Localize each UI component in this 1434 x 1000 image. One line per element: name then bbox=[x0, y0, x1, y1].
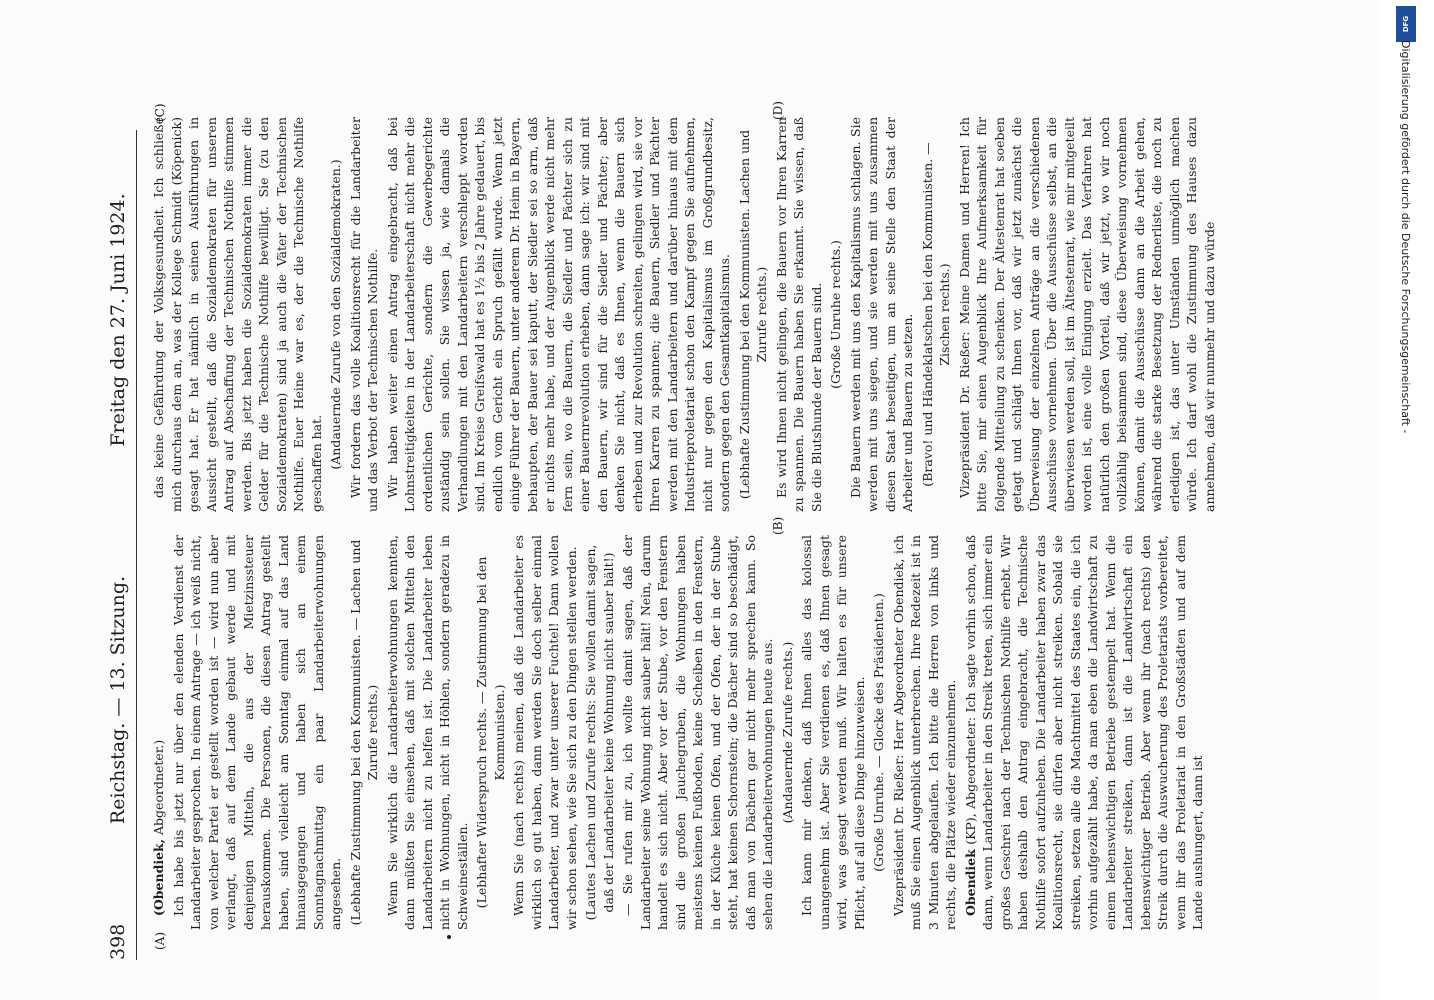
paragraph-text: Wir fordern das volle Koalitionsrecht für die Landarbeiter und das Verbot der Technischen Nothilfe. bbox=[347, 117, 380, 512]
paragraph-text: (Lebhafte Zustimmung bei den Kommunisten. — Lachen und Zurufe rechts.) bbox=[347, 539, 380, 926]
scan-speck bbox=[447, 935, 451, 939]
paragraph bbox=[798, 535, 868, 930]
paragraph-text: Wir haben weiter einen Antrag eingebracht, daß bei Lohnstreitigkeiten in der Landarbeiterschaft nicht mehr die ordentlichen Gerichte, sondern die Gewerbegerichte zuständig sein sollen. Sie wissen ja, wie damals die Verhandlungen mit den Landarbeitern verschleppt worden sind. Im Kreise Greifswald hat es 1½ bis 2 Jahre gedauert, bis endlich vom Gericht ein Spruch gefällt wurde. Wenn jetzt einige Führer der Bauern, unter anderem Dr. Heim in Bayern, behaupten, der Bauer sei kaputt, der Siedler sei so arm, daß er nichts mehr habe, und der Augenblick werde nicht mehr fern sein, wo die Bauern, die Siedler und Pächter sich zu einer Bauernrevolution erheben, dann sage ich: wir sind mit den Bauern, wir sind für die Siedler und Pächter; aber denken Sie nicht, daß es Ihnen, wenn die Bauern sich erheben und zur Revolution schreiten, gelingen wird, sie vor Ihren Karren zu spannen; die Bauern, Siedler und Pächter werden mit den Landarbeitern und darüber hinaus mit dem Industrieproletariat schon den Kampf gegen Sie aufnehmen, nicht nur gegen den Kapitalismus im Großgrundbesitz, sondern gegen den Gesamtkapitalismus. bbox=[384, 117, 732, 512]
header-rule bbox=[136, 130, 137, 960]
dfg-logo bbox=[1396, 6, 1416, 42]
paragraph-text: das keine Gefährdung der Volksgesundheit. Ich schließe mich durchaus dem an, was der Kollege Schmidt (Köpenick) gesagt hat. Er hat nämlich in seinen Ausführungen in Aussicht gestellt, daß die Sozialdemokraten für unseren Antrag auf Abschaffung der Technischen Nothilfe stimmen werden. Bis jetzt haben die Sozialdemokraten immer die Gelder für die Technische Nothilfe bewilligt. Sie (zu den Sozialdemokraten) sind ja auch die Väter der Technischen Nothilfe. Euer Heine war es, der die Technische Nothilfe geschaffen hat. bbox=[151, 117, 324, 512]
funding-credit: Digitalisierung gefördert durch die Deutsche Forschungsgemeinschaft - bbox=[1399, 40, 1412, 434]
printed-page bbox=[90, 100, 1390, 1000]
stage-direction bbox=[327, 117, 345, 512]
paragraph-text: Wenn Sie wirklich die Landarbeiterwohnungen kennten, dann müßten Sie einsehen, daß mit solchen Mitteln den Landarbeitern nicht zu helfen ist. Die Landarbeiter leben nicht in Wohnungen, nicht in Höhlen, sondern geradezu in Schweineställen. bbox=[384, 535, 470, 930]
paragraph bbox=[150, 535, 168, 930]
margin-mark-c: (C) bbox=[153, 103, 167, 122]
speaker-name: (Obendiek, bbox=[151, 838, 166, 916]
paragraph-text: (Andauernde Zurufe von den Sozialdemokraten.) bbox=[328, 159, 343, 470]
paragraph bbox=[170, 535, 345, 930]
paragraph-text: (Große Unruhe. — Glocke des Präsidenten.) bbox=[871, 593, 886, 872]
paragraph bbox=[956, 117, 1219, 512]
stage-direction bbox=[347, 535, 382, 930]
stage-direction bbox=[473, 535, 508, 930]
dfg-logo-text: DFG bbox=[1402, 15, 1410, 33]
paragraph bbox=[847, 117, 917, 512]
paragraph bbox=[890, 535, 960, 930]
page-header bbox=[107, 130, 136, 960]
running-head-right: Freitag den 27. Juni 1924. bbox=[107, 193, 129, 447]
paragraph-text: (Bravo! und Händeklatschen bei den Kommunisten. — Zischen rechts.) bbox=[919, 142, 952, 487]
paragraph-text: Abgeordneter.) bbox=[151, 739, 166, 839]
paragraph-text: (Andauernde Zurufe rechts.) bbox=[779, 641, 795, 824]
paragraph bbox=[384, 535, 472, 930]
paragraph bbox=[150, 117, 325, 512]
paragraph-text: Wenn Sie (nach rechts) meinen, daß die Landarbeiter es wirklich so gut haben, dann werden Sie doch selber einmal Landarbeiter, und zwar unter unserer Fuchtel! Dann wollen wir schon sehen, wie Sie sich zu den Dingen stellen werden. bbox=[511, 535, 579, 930]
paragraph bbox=[962, 535, 1207, 930]
text-column-left bbox=[150, 535, 1350, 930]
paragraph-text: Vizepräsident Dr. Rießer: Meine Damen und Herren! Ich bitte Sie, mir einen Augenblick Ihre Aufmerksamkeit für folgende Mitteilung zu schenken. Der Ältestenrat hat soeben getagt und schlägt Ihnen vor, daß wir jetzt zunächst die Überweisung der einzelnen Anträge an die verschiedenen Ausschüsse vornehmen. Über die Ausschüsse selbst, an die überwiesen werden soll, ist im Ältestenrat, wie mir mitgeteilt worden ist, eine volle Einigung erzielt. Das Verfahren hat natürlich den großen Vorteil, daß wir jetzt, wo wir noch vollzählig beisammen sind, diese Überweisung vornehmen können, damit die Ausschüsse dann an die Arbeit gehen, während die starke Besetzung der Rednerliste, die noch zu erledigen ist, das unter Umständen unmöglich machen würde. Ich darf wohl die Zustimmung des Hauses dazu annehmen, daß wir nunmehr und dazu würde bbox=[956, 117, 1217, 512]
margin-mark-a: (A) bbox=[153, 931, 167, 950]
stage-direction bbox=[919, 117, 954, 512]
paragraph-text: Ich kann mir denken, daß Ihnen alles das kolossal unangenehm ist. Aber Sie verdienen es, daß Ihnen gesagt wird, was gesagt werden muß. Wir halten es für unsere Pflicht, auf all diese Dinge hinzuweisen. bbox=[799, 535, 867, 930]
paragraph-text: Vizepräsident Dr. Rießer: Herr Abgeordneter Obendiek, ich muß Sie einen Augenblick unterbrechen. Ihre Redezeit ist in 3 Minuten abgelaufen. Ich bitte die Herren von links und rechts, die Plätze wieder einzunehmen. bbox=[890, 535, 958, 930]
text-column-right bbox=[150, 117, 1350, 512]
paragraph-text: (Lebhafter Widerspruch rechts. — Zustimmung bei den Kommunisten.) bbox=[474, 556, 507, 909]
margin-mark-b: (B) bbox=[771, 516, 785, 535]
stage-direction bbox=[827, 117, 845, 512]
paragraph-text: Ich habe bis jetzt nur über den elenden Verdienst der Landarbeiter gesprochen. In einem Antrage — ich weiß nicht, von welcher Partei er gestellt worden ist — wird nun aber verlangt, daß auf dem Lande gebaut werde und mit denjenigen Mitteln, die aus der Mietzinssteuer herauskommen. Die Personen, die diesen Antrag gestellt haben, sind vielleicht am Sonntag einmal auf das Land hinausgegangen und haben sich an einem Sonntagnachmittag ein paar Landarbeiterwohnungen angesehen. bbox=[170, 535, 343, 930]
paragraph-text: (Große Unruhe rechts.) bbox=[828, 240, 843, 389]
digitization-sidebar bbox=[1386, 0, 1426, 1000]
paragraph bbox=[619, 535, 777, 930]
page-number: 398 bbox=[107, 923, 129, 960]
paragraph-text: Es wird Ihnen nicht gelingen, die Bauern vor Ihren Karren zu spannen. Die Bauern haben Sie erkannt. Sie wissen, daß Sie die Blutshunde der Bauern sind. bbox=[773, 117, 824, 512]
paragraph-text: (Lautes Lachen und Zurufe rechts: Sie wollen damit sagen, daß der Landarbeiter keine Wohnung nicht sauber hält!) bbox=[583, 544, 616, 921]
stage-direction bbox=[779, 535, 797, 930]
paragraph-text: — Sie rufen mir zu, ich wollte damit sagen, daß der Landarbeiter seine Wohnung nicht sauber hält! Nein, darum handelt es sich nicht. Aber vor der Stube, vor den Fenstern sind die großen Jauchegruben, die Wohnungen haben meistens keinen Fußboden, keine Scheiben in den Fenstern, in der Küche keinen Ofen, und der Ofen, der in der Stube steht, hat keinen Schornstein; die Dächer sind so beschädigt, daß man von Dächern gar nicht mehr sprechen kann. So sehen die Landarbeiterwohnungen heute aus. bbox=[620, 535, 775, 930]
paragraph bbox=[347, 117, 382, 512]
stage-direction bbox=[736, 117, 771, 512]
paragraph bbox=[510, 535, 580, 930]
paragraph bbox=[773, 117, 826, 512]
margin-mark-d: (D) bbox=[771, 101, 785, 120]
running-head-left: Reichstag. — 13. Sitzung. bbox=[107, 575, 129, 825]
stage-direction bbox=[870, 535, 888, 930]
paragraph-text: Die Bauern werden mit uns den Kapitalismus schlagen. Sie werden mit uns siegen, und sie werden mit uns zusammen diesen Staat beseitigen, um an seine Stelle den Staat der Arbeiter und Bauern zu setzen. bbox=[847, 117, 915, 512]
paragraph-text: (Lebhafte Zustimmung bei den Kommunisten. Lachen und Zurufe rechts.) bbox=[736, 129, 769, 500]
paragraph bbox=[384, 117, 734, 512]
paragraph-text: (KP), Abgeordneter: Ich sagte vorhin schon, daß dann, wenn Landarbeiter in den Streik treten, sich immer ein großes Geschrei nach der Technischen Nothilfe erhebt. Wir haben deshalb den Antrag eingebracht, die Technische Nothilfe sofort aufzuheben. Die Landarbeiter haben zwar das Koalitionsrecht, sie dürfen aber nicht streiken. Sobald sie streiken, setzen alle die Machtmittel des Staates ein, die ich vorhin aufgezählt habe, da man eben die Landwirtschaft zu einem lebenswichtigen Betriebe gestempelt hat. Wenn die Landarbeiter streiken, dann ist die Landwirtschaft ein lebenswichtiger Betrieb. Aber wenn ihr (nach rechts) den Streik durch die Auswucherung des Proletariats vorbereitet, wenn ihr das Proletariat in den Großstädten und auf dem Lande aushungert, dann ist bbox=[962, 535, 1205, 930]
stage-direction bbox=[582, 535, 617, 930]
speaker-name: Obendiek bbox=[962, 849, 978, 916]
